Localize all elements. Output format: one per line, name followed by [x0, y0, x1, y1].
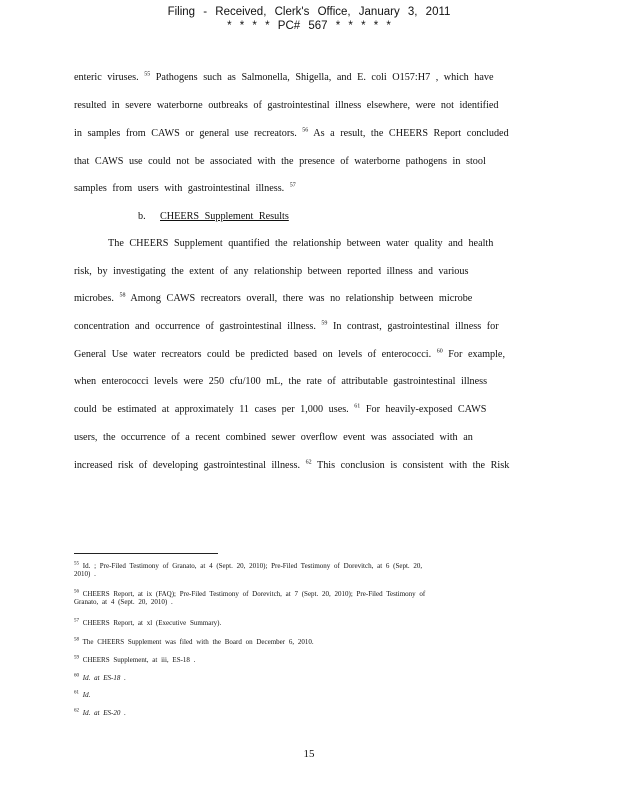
- body-line: in samples from CAWS or general use recreators. $^{56}$ As a result, the CHEERS Report concluded: [74, 127, 509, 139]
- subheading-label: b.: [138, 211, 146, 222]
- body-line: risk, by investigating the extent of any relationship between reported illness and various: [74, 266, 469, 277]
- footnote-58: $^{58}$ The CHEERS Supplement was filed with the Board on December 6, 2010.: [74, 637, 314, 646]
- subheading-title: CHEERS Supplement Results: [160, 211, 289, 222]
- footnote-57: $^{57}$ CHEERS Report, at xl (Executive Summary).: [74, 618, 222, 627]
- pc-number-header: * * * * PC# 567 * * * * *: [227, 20, 391, 32]
- footnote-55: $^{55}$ Id. ; Pre-Filed Testimony of Granato, at 4 (Sept. 20, 2010); Pre-Filed Testimony of Dorevitch, at 6 (Sept. 20, 2010) .: [74, 561, 423, 578]
- footnote-59: $^{59}$ CHEERS Supplement, at iii, ES-18 .: [74, 655, 196, 664]
- footnote-56: $^{56}$ CHEERS Report, at ix (FAQ); Pre-Filed Testimony of Dorevitch, at 7 (Sept. 20, 2010); Pre-Filed Testimony of Granato, at 4 (Sept. 20, 2010) .: [74, 589, 426, 606]
- footnote-61: $^{61}$ Id.: [74, 690, 91, 699]
- body-line: could be estimated at approximately 11 cases per 1,000 uses. $^{61}$ For heavily-exposed CAWS: [74, 403, 487, 415]
- body-line: General Use water recreators could be predicted based on levels of enterococci. $^{60}$ For example,: [74, 348, 506, 360]
- body-line: microbes. $^{58}$ Among CAWS recreators overall, there was no relationship between microbe: [74, 292, 473, 304]
- body-line: when enterococci levels were 250 cfu/100 mL, the rate of attributable gastrointestinal illness: [74, 376, 488, 387]
- body-line: concentration and occurrence of gastrointestinal illness. $^{59}$ In contrast, gastrointestinal illness for: [74, 320, 499, 332]
- body-line: The CHEERS Supplement quantified the relationship between water quality and health: [108, 238, 494, 249]
- filing-header: Filing - Received, Clerk's Office, January 3, 2011: [167, 6, 451, 18]
- body-line: users, the occurrence of a recent combined sewer overflow event was associated with an: [74, 432, 473, 443]
- body-line: enteric viruses. $^{55}$ Pathogens such as Salmonella, Shigella, and E. coli O157:H7 , which have: [74, 71, 494, 83]
- page-number: 15: [303, 748, 315, 760]
- body-line: that CAWS use could not be associated with the presence of waterborne pathogens in stool: [74, 156, 486, 167]
- body-line: resulted in severe waterborne outbreaks of gastrointestinal illness elsewhere, were not identified: [74, 100, 499, 111]
- footnote-60: $^{60}$ Id. at ES-18 .: [74, 673, 126, 682]
- body-line: samples from users with gastrointestinal illness. $^{57}$: [74, 182, 296, 194]
- footnote-62: $^{62}$ Id. at ES-20 .: [74, 708, 126, 717]
- body-line: increased risk of developing gastrointestinal illness. $^{62}$ This conclusion is consistent with the Risk: [74, 459, 510, 471]
- footnote-divider: [74, 553, 218, 554]
